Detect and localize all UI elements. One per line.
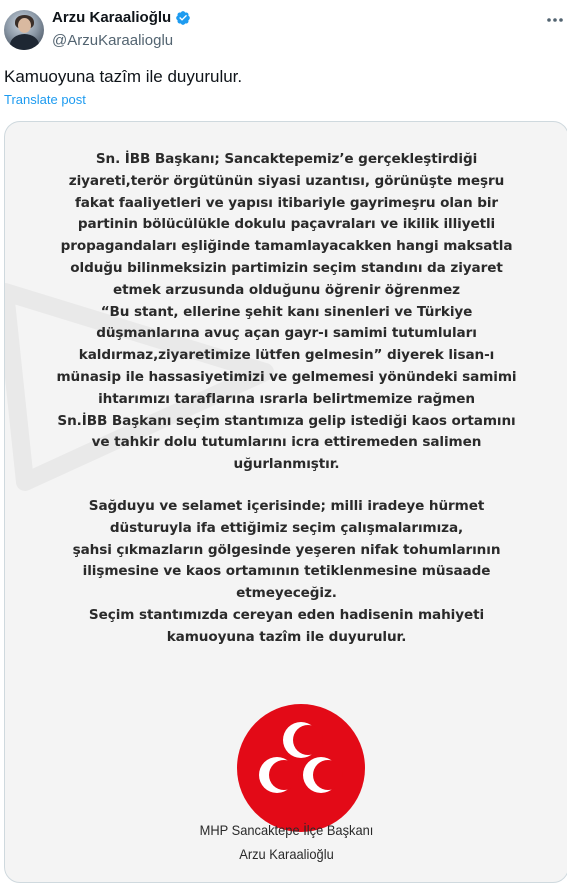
statement-line: ilişmesine ve kaos ortamının tetiklenmesine müsaade bbox=[82, 563, 491, 580]
statement-line: etmeyeceğiz. bbox=[236, 585, 337, 602]
signature-title: MHP Sancaktepe İlçe Başkanı bbox=[199, 822, 374, 838]
statement-line: şahsi çıkmazların gölgesinde yeşeren nifak tohumlarının bbox=[72, 541, 501, 558]
mhp-three-crescents-logo-icon bbox=[233, 700, 369, 836]
translate-post-link[interactable]: Translate post bbox=[4, 92, 86, 107]
paragraph-gap bbox=[5, 476, 567, 496]
statement-line: Sn.İBB Başkanı seçim stantımıza gelip istediği kaos ortamını bbox=[57, 412, 516, 429]
statement-line: fakat faaliyetleri ve yapısı itibariyle gayrimeşru olan bir bbox=[74, 194, 499, 211]
statement-line: ve tahkir dolu tutumlarını icra ettiremeden salimen bbox=[91, 434, 482, 451]
statement-line: münasip ile hassasiyetimizi ve gelmemesi yönündeki samimi bbox=[56, 368, 517, 385]
statement-text bbox=[5, 149, 567, 649]
author-avatar[interactable] bbox=[4, 10, 44, 50]
statement-line: düsturuyla ifa ettiğimiz seçim çalışmalarımıza, bbox=[109, 519, 464, 536]
avatar-body bbox=[10, 34, 39, 50]
post-header bbox=[0, 0, 567, 60]
statement-line: Sn. İBB Başkanı; Sancaktepemiz’e gerçekleştirdiği bbox=[95, 151, 478, 167]
more-horizontal-icon bbox=[546, 17, 564, 23]
post-media-image[interactable] bbox=[4, 121, 567, 883]
author-display-name[interactable]: Arzu Karaalioğlu bbox=[52, 9, 172, 26]
avatar-face bbox=[18, 18, 31, 33]
statement-line: olduğu bilinmeksizin partimizin seçim standını da ziyaret bbox=[70, 259, 503, 276]
statement-line: Sağduyu ve selamet içerisinde; milli iradeye hürmet bbox=[88, 497, 485, 514]
author-handle[interactable]: @ArzuKaraalioglu bbox=[52, 32, 174, 49]
statement-line: “Bu stant, ellerine şehit kanı sinenleri ve Türkiye bbox=[100, 303, 473, 320]
statement-line: ziyareti,terör örgütünün siyasi uzantısı, görünüşte meşru bbox=[68, 172, 505, 189]
statement-line: kamuoyuna tazîm ile duyurulur. bbox=[166, 628, 407, 645]
statement-line: uğurlanmıştır. bbox=[233, 456, 340, 473]
statement-line: düşmanlarına avuç açan gayr-ı samimi tutumluları bbox=[96, 325, 477, 342]
signature-name: Arzu Karaalioğlu bbox=[239, 846, 334, 862]
post-text: Kamuoyuna tazîm ile duyurulur. bbox=[4, 67, 243, 86]
statement-line: etmek arzusunda olduğunu öğrenir öğrenmez bbox=[113, 281, 460, 298]
statement-line: ihtarımızı taraflarına ısrarla belirtmemize rağmen bbox=[98, 390, 475, 407]
verified-badge-icon[interactable] bbox=[175, 10, 191, 26]
statement-line: partinin bölücülükle dokulu paçavraları ve ikilik illiyetli bbox=[77, 216, 496, 233]
signature-block bbox=[28, 818, 546, 866]
statement-line: propagandaları eşliğinde tamamlayacakken hangi maksatla bbox=[60, 238, 513, 255]
statement-line: Seçim stantımızda cereyan eden hadisenin mahiyeti bbox=[88, 606, 485, 623]
statement-line: kaldırmaz,ziyaretimize lütfen gelmesin” diyerek lisan-ı bbox=[78, 347, 495, 364]
more-options-button[interactable] bbox=[544, 10, 566, 30]
